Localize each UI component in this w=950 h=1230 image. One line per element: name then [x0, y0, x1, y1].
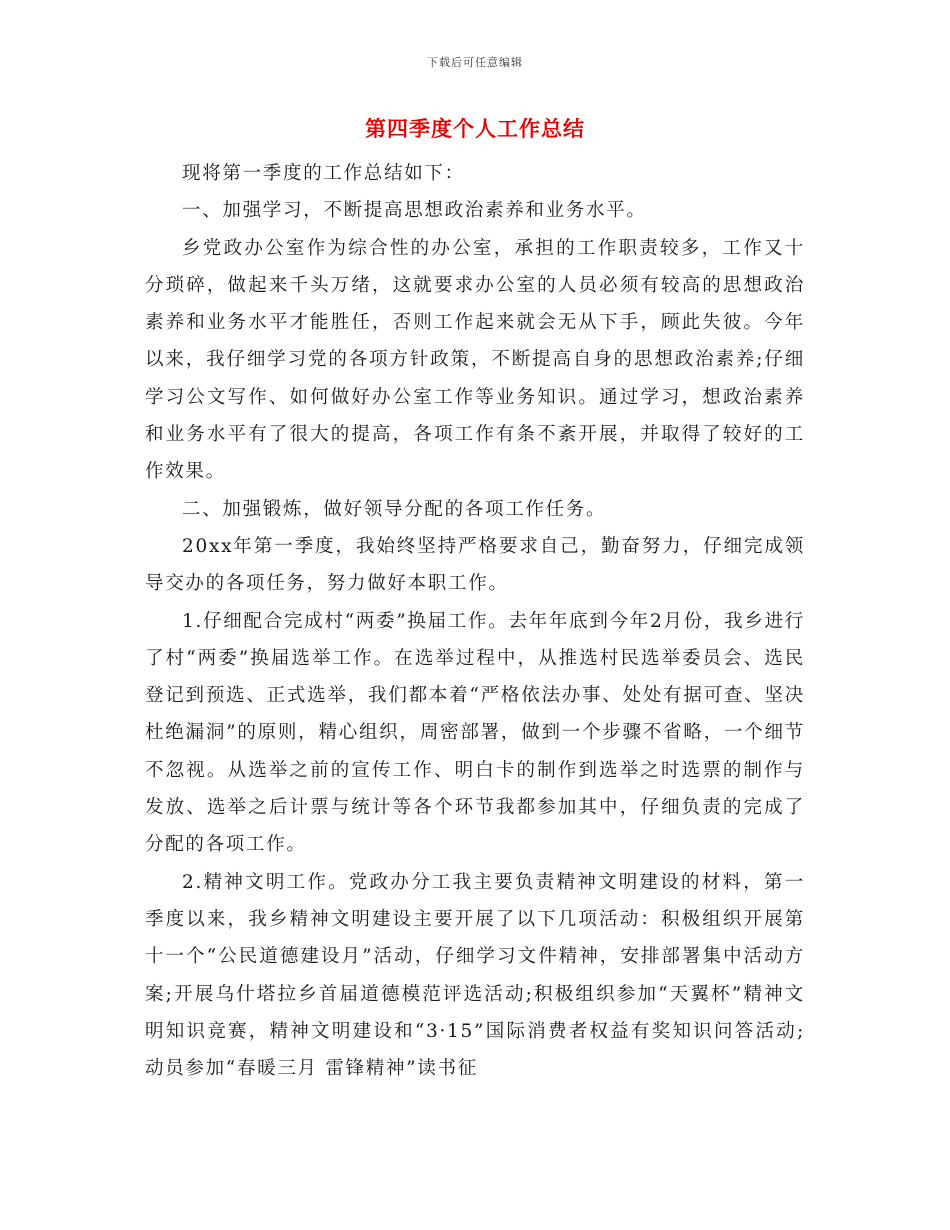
paragraph-first-quarter: 20xx年第一季度，我始终坚持严格要求自己，勤奋努力，仔细完成领导交办的各项任务，努力做好本职工作。: [145, 535, 805, 595]
section-heading-1: 一、加强学习，不断提高思想政治素养和业务水平。: [182, 200, 647, 222]
paragraph-election: 1.仔细配合完成村“两委”换届工作。去年年底到今年2月份，我乡进行了村“两委”换届选举工作。在选举过程中，从推选村民选举委员会、选民登记到预选、正式选举，我们都本着“严格依法办事、处处有据可查、坚决杜绝漏洞”的原则，精心组织，周密部署，做到一个步骤不省略，一个细节不忽视。从选举之前的宣传工作、明白卡的制作到选举之时选票的制作与发放、选举之后计票与统计等各个环节我都参加其中，仔细负责的完成了分配的各项工作。: [145, 610, 805, 856]
header-note: 下载后可任意编辑: [427, 56, 523, 69]
paragraph-civilization: 2.精神文明工作。党政办分工我主要负责精神文明建设的材料，第一季度以来，我乡精神文明建设主要开展了以下几项活动：积极组织开展第十一个“公民道德建设月”活动，仔细学习文件精神，安排部署集中活动方案;开展乌什塔拉乡首届道德模范评选活动;积极组织参加“天翼杯”精神文明知识竞赛，精神文明建设和“3·15”国际消费者权益有奖知识问答活动;动员参加“春暖三月 雷锋精神”读书征: [145, 871, 805, 1080]
paragraph-intro: 现将第一季度的工作总结如下：: [182, 163, 465, 184]
page-title: 第四季度个人工作总结: [365, 117, 585, 141]
paragraph-study: 乡党政办公室作为综合性的办公室，承担的工作职责较多，工作又十分琐碎，做起来千头万绪，这就要求办公室的人员必须有较高的思想政治素养和业务水平才能胜任，否则工作起来就会无从下手，顾此失彼。今年以来，我仔细学习党的各项方针政策，不断提高自身的思想政治素养;仔细学习公文写作、如何做好办公室工作等业务知识。通过学习，想政治素养和业务水平有了很大的提高，各项工作有条不紊开展，并取得了较好的工作效果。: [145, 237, 805, 483]
section-heading-2: 二、加强锻炼，做好领导分配的各项工作任务。: [182, 498, 607, 520]
document-body: [145, 155, 805, 1087]
